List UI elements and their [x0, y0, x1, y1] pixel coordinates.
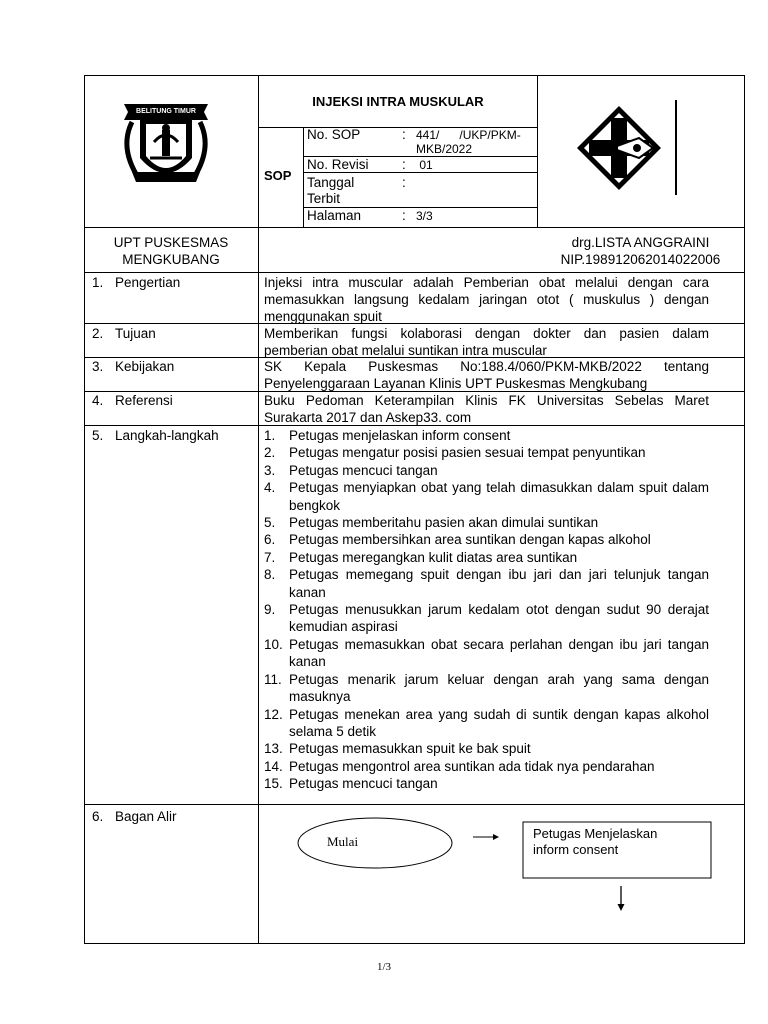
section-referensi-text: Buku Pedoman Keterampilan Klinis FK Universitas Sebelas Maret Surakarta 2017 dan Askep33. com: [264, 393, 709, 425]
list-item: 10. Petugas memasukkan obat secara perlahan dengan ibu jari tangan kanan: [264, 636, 709, 670]
section-pengertian-num: 1.: [92, 275, 104, 290]
list-item: 9. Petugas menusukkan jarum kedalam otot dengan sudut 90 derajat kemudian aspirasi: [264, 602, 709, 635]
page-number: 1/3: [376, 961, 392, 973]
flow-start-ellipse: [298, 818, 452, 868]
signer-name: drg.LISTA ANGGRAINI: [571, 235, 710, 250]
flowchart: [290, 810, 720, 920]
list-item: 4. Petugas menyiapkan obat yang telah dimasukkan dalam spuit dalam bengkok: [264, 480, 709, 513]
field-no-sop-label: No. SOP: [307, 127, 361, 142]
section-pengertian-text: Injeksi intra muscular adalah Pemberian obat melalui dengan cara memasukkan langsung kedalam jaringan otot ( muskulus ) dengan menggunakan spuit: [264, 275, 709, 324]
section-tujuan-label: Tujuan: [115, 326, 156, 341]
flow-arrow-right-head: [493, 834, 499, 840]
section-kebijakan-label: Kebijakan: [115, 359, 175, 374]
flow-box-line-2: inform consent: [533, 842, 619, 857]
field-halaman-value: 3/3: [416, 209, 433, 223]
list-item: 8. Petugas memegang spuit dengan ibu jari dan jari telunjuk tangan kanan: [264, 567, 709, 600]
section-pengertian-label: Pengertian: [115, 275, 181, 290]
list-item: 7. Petugas meregangkan kulit diatas area suntikan: [264, 549, 578, 565]
section-bagan-label: Bagan Alir: [115, 809, 177, 824]
field-no-revisi-label: No. Revisi: [307, 157, 369, 172]
field-no-revisi-sep: :: [402, 157, 406, 172]
puskesmas-logo: [567, 100, 679, 195]
list-item: 5. Petugas memberitahu pasien akan dimulai suntikan: [264, 515, 599, 531]
field-halaman-sep: :: [402, 208, 406, 223]
section-langkah-num: 5.: [92, 428, 104, 443]
org-name-line-2: MENGKUBANG: [122, 252, 220, 267]
list-item: 12. Petugas menekan area yang sudah di suntik dengan kapas alkohol selama 5 detik: [264, 706, 709, 739]
field-no-revisi-value: 01: [416, 158, 433, 172]
list-item: 11. Petugas menarik jarum keluar dengan arah yang sama dengan masuknya: [264, 671, 709, 705]
list-item: 3. Petugas mencuci tangan: [264, 462, 438, 478]
field-tanggal-sep: :: [402, 175, 406, 190]
field-no-sop-value-2: MKB/2022: [416, 142, 473, 156]
list-item: 15. Petugas mencuci tangan: [264, 776, 438, 792]
org-name-line-1: UPT PUSKESMAS: [113, 235, 229, 250]
section-tujuan-num: 2.: [92, 326, 104, 341]
sop-label: SOP: [264, 168, 292, 183]
list-item: 2. Petugas mengatur posisi pasien sesuai tempat penyuntikan: [264, 445, 646, 461]
signer-nip: NIP.198912062014022006: [560, 252, 721, 267]
belitung-timur-logo: [118, 98, 214, 190]
field-halaman-label: Halaman: [307, 208, 362, 223]
field-no-sop-sep: :: [402, 127, 406, 142]
field-tanggal-label-2: Terbit: [307, 191, 341, 206]
section-tujuan-text: Memberikan fungsi kolaborasi dengan dokter dan pasien dalam pemberian obat melalui suntikan intra muscular: [264, 326, 709, 358]
logo-banner-text: BELITUNG TIMUR: [136, 108, 196, 115]
document-title: INJEKSI INTRA MUSKULAR: [312, 94, 484, 109]
field-no-sop-value-1: 441/ /UKP/PKM-: [416, 128, 521, 142]
list-item: 13. Petugas memasukkan spuit ke bak spuit: [264, 741, 531, 757]
list-item: 1. Petugas menjelaskan inform consent: [264, 428, 511, 443]
section-langkah-label: Langkah-langkah: [115, 428, 219, 443]
flow-box-line-1: Petugas Menjelaskan: [533, 826, 658, 841]
section-kebijakan-text: SK Kepala Puskesmas No:188.4/060/PKM-MKB/2022 tentang Penyelenggaraan Layanan Klinis UPT Puskesmas Mengkubang: [264, 359, 709, 391]
section-referensi-num: 4.: [92, 393, 104, 408]
steps-list: [264, 427, 709, 793]
field-tanggal-label: Tanggal: [307, 175, 355, 190]
section-referensi-label: Referensi: [115, 393, 173, 408]
flow-arrow-down-head: [618, 904, 625, 911]
flow-start-label: Mulai: [327, 834, 359, 849]
section-bagan-num: 6.: [92, 809, 104, 824]
list-item: 6. Petugas membersihkan area suntikan dengan kapas alkohol: [264, 532, 651, 548]
section-kebijakan-num: 3.: [92, 359, 104, 374]
list-item: 14. Petugas mengontrol area suntikan ada tidak nya pendarahan: [264, 758, 655, 774]
